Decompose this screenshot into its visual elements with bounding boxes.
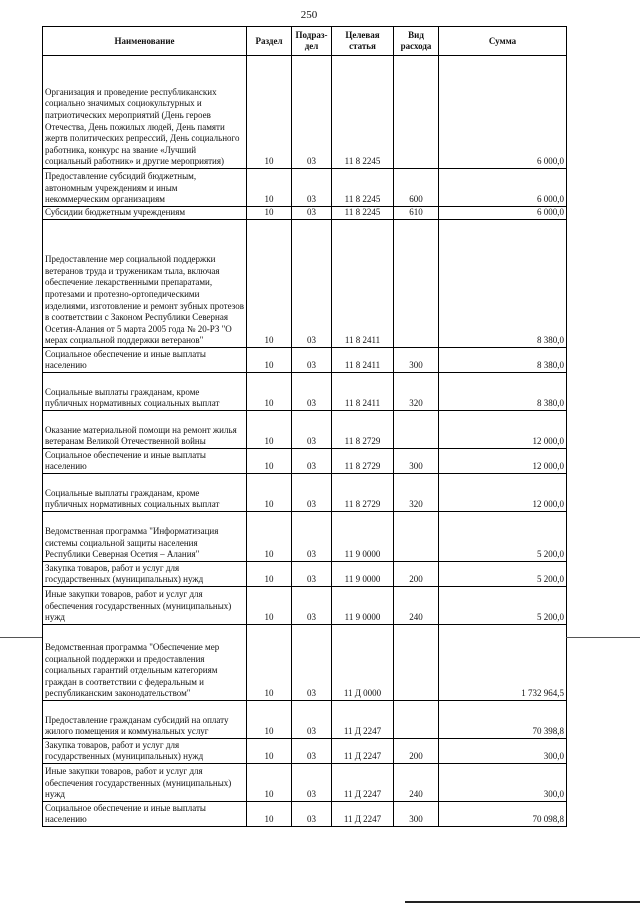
cell-kind: 600 bbox=[394, 169, 439, 207]
header-kind: Вид расхода bbox=[394, 27, 439, 56]
cell-sum: 8 380,0 bbox=[439, 373, 567, 411]
cell-section: 10 bbox=[247, 411, 292, 449]
table-row bbox=[43, 739, 567, 764]
cell-sum: 5 200,0 bbox=[439, 562, 567, 587]
header-section: Раздел bbox=[247, 27, 292, 56]
cell-sum: 5 200,0 bbox=[439, 587, 567, 625]
table-row bbox=[43, 587, 567, 625]
cell-target: 11 8 2411 bbox=[332, 220, 394, 348]
cell-target: 11 Д 2247 bbox=[332, 701, 394, 739]
cell-target: 11 8 2245 bbox=[332, 169, 394, 207]
cell-target: 11 9 0000 bbox=[332, 562, 394, 587]
cell-name: Иные закупки товаров, работ и услуг для обеспечения государственных (муниципальных) нужд bbox=[43, 587, 247, 625]
cell-kind bbox=[394, 625, 439, 701]
cell-subsection: 03 bbox=[292, 348, 332, 373]
cell-subsection: 03 bbox=[292, 625, 332, 701]
cell-sum: 12 000,0 bbox=[439, 449, 567, 474]
cell-section: 10 bbox=[247, 373, 292, 411]
cell-subsection: 03 bbox=[292, 474, 332, 512]
table-row bbox=[43, 169, 567, 207]
cell-target: 11 8 2729 bbox=[332, 474, 394, 512]
cell-target: 11 Д 2247 bbox=[332, 802, 394, 827]
cell-kind bbox=[394, 220, 439, 348]
cell-name: Предоставление мер социальной поддержки ветеранов труда и труженикам тыла, включая обеспечение лекарственными препаратами, протезами и протезно-ортопедическими изделиями, изготовление и ремонт зубных протезов в соответствии с Законом Республики Северная Осетия-Алания от 5 марта 2005 года № 20-РЗ "О мерах социальной поддержки ветеранов" bbox=[43, 220, 247, 348]
cell-name: Ведомственная программа "Информатизация системы социальной защиты населения Республики Северная Осетия – Алания" bbox=[43, 512, 247, 562]
cell-section: 10 bbox=[247, 625, 292, 701]
cell-sum: 8 380,0 bbox=[439, 220, 567, 348]
cell-subsection: 03 bbox=[292, 739, 332, 764]
cell-target: 11 8 2245 bbox=[332, 56, 394, 169]
page-fold-line-right bbox=[566, 637, 640, 638]
cell-target: 11 8 2411 bbox=[332, 373, 394, 411]
cell-kind: 240 bbox=[394, 764, 439, 802]
cell-subsection: 03 bbox=[292, 169, 332, 207]
cell-name: Социальное обеспечение и иные выплаты населению bbox=[43, 348, 247, 373]
cell-sum: 6 000,0 bbox=[439, 169, 567, 207]
table-row bbox=[43, 802, 567, 827]
cell-target: 11 Д 2247 bbox=[332, 739, 394, 764]
cell-sum: 70 098,8 bbox=[439, 802, 567, 827]
cell-section: 10 bbox=[247, 739, 292, 764]
cell-target: 11 8 2729 bbox=[332, 411, 394, 449]
cell-section: 10 bbox=[247, 56, 292, 169]
table-row bbox=[43, 56, 567, 169]
cell-section: 10 bbox=[247, 474, 292, 512]
cell-name: Социальные выплаты гражданам, кроме публичных нормативных социальных выплат bbox=[43, 373, 247, 411]
cell-target: 11 8 2245 bbox=[332, 207, 394, 220]
cell-target: 11 Д 2247 bbox=[332, 764, 394, 802]
table-row bbox=[43, 348, 567, 373]
cell-subsection: 03 bbox=[292, 207, 332, 220]
cell-kind bbox=[394, 701, 439, 739]
cell-subsection: 03 bbox=[292, 562, 332, 587]
cell-subsection: 03 bbox=[292, 411, 332, 449]
cell-sum: 70 398,8 bbox=[439, 701, 567, 739]
cell-sum: 12 000,0 bbox=[439, 411, 567, 449]
cell-sum: 12 000,0 bbox=[439, 474, 567, 512]
cell-section: 10 bbox=[247, 802, 292, 827]
cell-sum: 6 000,0 bbox=[439, 56, 567, 169]
cell-subsection: 03 bbox=[292, 512, 332, 562]
header-sum: Сумма bbox=[439, 27, 567, 56]
page-number: 250 bbox=[300, 9, 318, 21]
cell-kind bbox=[394, 512, 439, 562]
cell-subsection: 03 bbox=[292, 802, 332, 827]
header-target: Целевая статья bbox=[332, 27, 394, 56]
cell-section: 10 bbox=[247, 764, 292, 802]
cell-target: 11 9 0000 bbox=[332, 587, 394, 625]
cell-target: 11 8 2411 bbox=[332, 348, 394, 373]
cell-name: Социальное обеспечение и иные выплаты населению bbox=[43, 449, 247, 474]
cell-sum: 300,0 bbox=[439, 764, 567, 802]
table-row bbox=[43, 207, 567, 220]
cell-kind: 300 bbox=[394, 348, 439, 373]
cell-kind: 320 bbox=[394, 373, 439, 411]
cell-section: 10 bbox=[247, 701, 292, 739]
table-row bbox=[43, 512, 567, 562]
cell-name: Предоставление субсидий бюджетным, автономным учреждениям и иным некоммерческим организациям bbox=[43, 169, 247, 207]
table-row bbox=[43, 764, 567, 802]
footer-rule bbox=[405, 901, 640, 903]
cell-name: Ведомственная программа "Обеспечение мер социальной поддержки и предоставления социальных гарантий отдельным категориям граждан в соответствии с федеральным и республиканским законодательством" bbox=[43, 625, 247, 701]
cell-subsection: 03 bbox=[292, 449, 332, 474]
cell-section: 10 bbox=[247, 449, 292, 474]
cell-section: 10 bbox=[247, 220, 292, 348]
table-row bbox=[43, 562, 567, 587]
cell-name: Субсидии бюджетным учреждениям bbox=[43, 207, 247, 220]
cell-kind: 240 bbox=[394, 587, 439, 625]
cell-section: 10 bbox=[247, 587, 292, 625]
cell-target: 11 8 2729 bbox=[332, 449, 394, 474]
cell-sum: 6 000,0 bbox=[439, 207, 567, 220]
cell-name: Социальное обеспечение и иные выплаты населению bbox=[43, 802, 247, 827]
cell-section: 10 bbox=[247, 512, 292, 562]
header-name: Наименование bbox=[43, 27, 247, 56]
cell-name: Социальные выплаты гражданам, кроме публичных нормативных социальных выплат bbox=[43, 474, 247, 512]
cell-name: Закупка товаров, работ и услуг для государственных (муниципальных) нужд bbox=[43, 739, 247, 764]
table-row bbox=[43, 373, 567, 411]
cell-kind: 610 bbox=[394, 207, 439, 220]
cell-kind bbox=[394, 56, 439, 169]
table-row bbox=[43, 701, 567, 739]
cell-subsection: 03 bbox=[292, 373, 332, 411]
table-header-row bbox=[43, 27, 567, 56]
cell-section: 10 bbox=[247, 348, 292, 373]
cell-kind bbox=[394, 411, 439, 449]
cell-kind: 200 bbox=[394, 739, 439, 764]
table-row bbox=[43, 474, 567, 512]
cell-name: Иные закупки товаров, работ и услуг для обеспечения государственных (муниципальных) нужд bbox=[43, 764, 247, 802]
cell-subsection: 03 bbox=[292, 56, 332, 169]
budget-table bbox=[42, 26, 567, 827]
page-fold-line-left bbox=[0, 637, 42, 638]
cell-sum: 1 732 964,5 bbox=[439, 625, 567, 701]
table-row bbox=[43, 220, 567, 348]
cell-target: 11 Д 0000 bbox=[332, 625, 394, 701]
cell-sum: 300,0 bbox=[439, 739, 567, 764]
cell-section: 10 bbox=[247, 169, 292, 207]
header-subsection: Подраз-дел bbox=[292, 27, 332, 56]
table-row bbox=[43, 625, 567, 701]
cell-subsection: 03 bbox=[292, 587, 332, 625]
cell-name: Предоставление гражданам субсидий на оплату жилого помещения и коммунальных услуг bbox=[43, 701, 247, 739]
table-row bbox=[43, 449, 567, 474]
table-row bbox=[43, 411, 567, 449]
cell-sum: 8 380,0 bbox=[439, 348, 567, 373]
table-body bbox=[43, 56, 567, 827]
cell-name: Оказание материальной помощи на ремонт жилья ветеранам Великой Отечественной войны bbox=[43, 411, 247, 449]
cell-kind: 300 bbox=[394, 802, 439, 827]
cell-subsection: 03 bbox=[292, 701, 332, 739]
cell-kind: 200 bbox=[394, 562, 439, 587]
cell-kind: 300 bbox=[394, 449, 439, 474]
cell-name: Закупка товаров, работ и услуг для государственных (муниципальных) нужд bbox=[43, 562, 247, 587]
cell-kind: 320 bbox=[394, 474, 439, 512]
cell-section: 10 bbox=[247, 562, 292, 587]
cell-sum: 5 200,0 bbox=[439, 512, 567, 562]
cell-section: 10 bbox=[247, 207, 292, 220]
cell-subsection: 03 bbox=[292, 220, 332, 348]
cell-subsection: 03 bbox=[292, 764, 332, 802]
cell-name: Организация и проведение республиканских социально значимых социокультурных и патриотических мероприятий (День героев Отечества, День пожилых людей, День памяти жертв политических репрессий, День социального работника, конкурс на звание «Лучший социальный работник» и другие мероприятия) bbox=[43, 56, 247, 169]
cell-target: 11 9 0000 bbox=[332, 512, 394, 562]
